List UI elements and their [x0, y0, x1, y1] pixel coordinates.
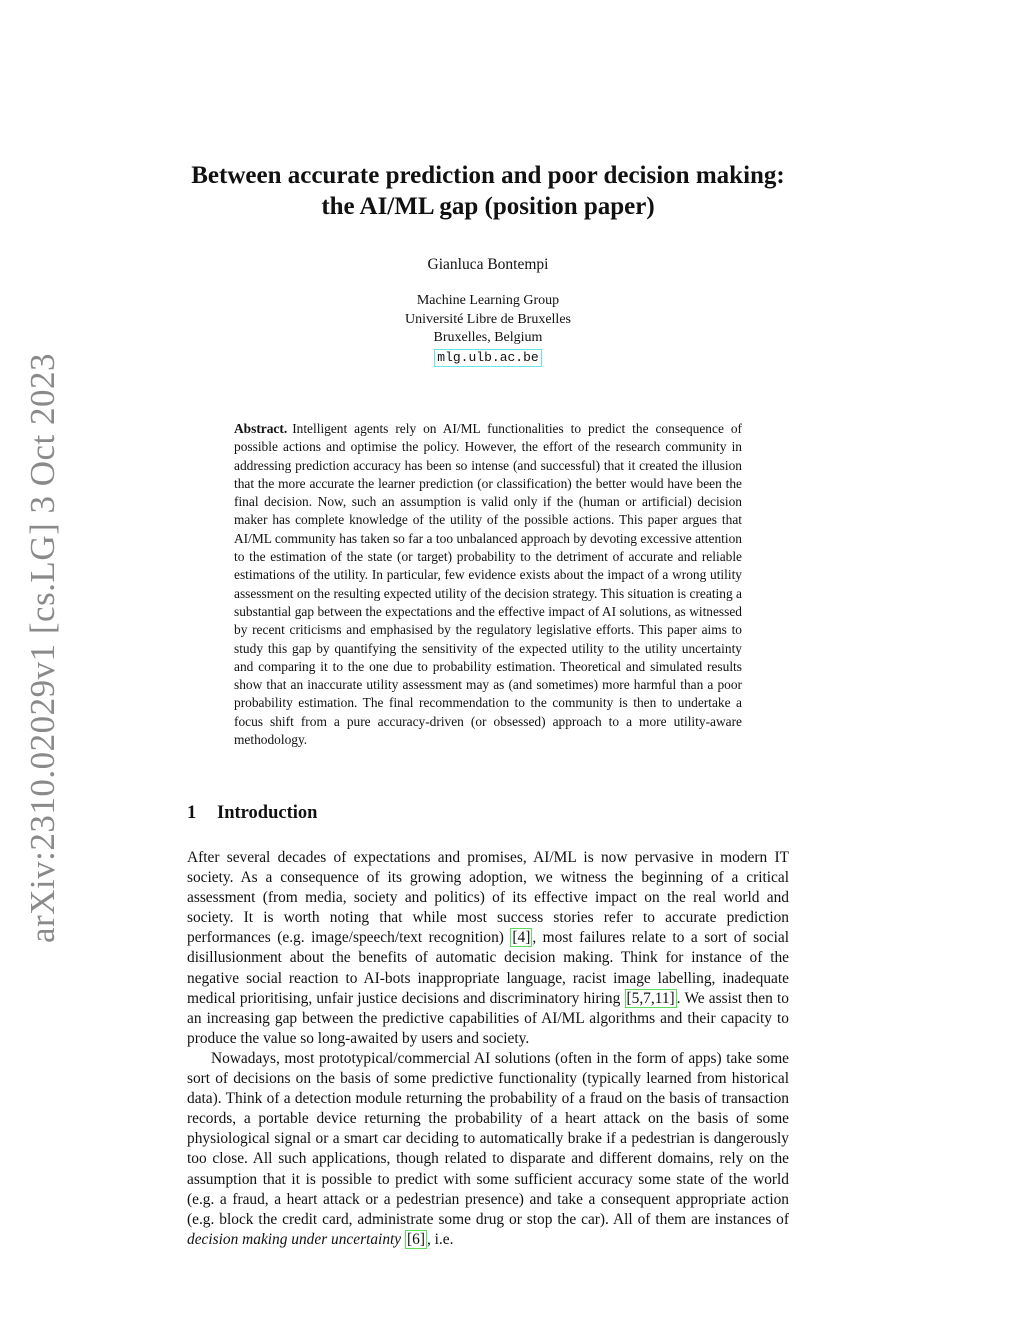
- title-line-2: the AI/ML gap (position paper): [321, 193, 655, 220]
- paragraph-1-text-c: . We assist then to an increasing gap between the predictive capabilities of AI/ML algorithms and their capacity to produce the value so long-awaited by users and society.: [187, 989, 789, 1047]
- citation-link[interactable]: [5,7,11]: [626, 989, 675, 1007]
- abstract: [234, 420, 742, 749]
- paragraph-1-text-b: , most failures relate to a sort of social disillusionment about the benefits of automatic decision making. Think for instance of the negative social reaction to AI-bots inappropriate language, racist image labelling, inadequate medical prioritising, unfair justice decisions and discriminatory hiring: [187, 929, 789, 1007]
- affiliation-location: Bruxelles, Belgium: [433, 330, 543, 345]
- affiliation-university: Université Libre de Bruxelles: [404, 311, 571, 327]
- abstract-label: Abstract.: [234, 421, 288, 436]
- affiliation-group: Machine Learning Group: [416, 293, 560, 308]
- affiliation-block: [187, 292, 789, 367]
- paragraph-2-text-c: , i.e.: [426, 1230, 454, 1248]
- arxiv-identifier: arXiv:2310.02029v1 [cs.LG] 3 Oct 2023: [23, 352, 62, 944]
- paper-title: [187, 160, 789, 222]
- citation-link[interactable]: [6]: [407, 1230, 425, 1248]
- paragraph-1-text-a: After several decades of expectations and promises, AI/ML is now pervasive in modern IT society. As a consequence of its growing adoption, we witness the beginning of a critical assessment (from media, society and politics) of its effective impact on the real world and society. It is worth noting that while most success stories refer to accurate prediction performances (e.g. image/speech/text recognition): [187, 849, 789, 947]
- paragraph-2-text-a: Nowadays, most prototypical/commercial AI solutions (often in the form of apps) take some sort of decisions on the basis of some predictive functionality (typically learned from historical data). Think of a detection module returning the probability of a fraud on the basis of transaction records, a portable device returning the probability of a heart attack on the basis of some physiological signal or a smart car deciding to automatically brake if a pedestrian is dangerously too close. All such applications, though related to disparate and different domains, rely on the assumption that it is possible to predict with some sufficient accuracy some state of the world (e.g. a fraud, a heart attack or a pedestrian presence) and take a consequent appropriate action (e.g. block the credit card, administrate some drug or stop the car). All of them are instances of: [187, 1049, 789, 1228]
- author-name: Gianluca Bontempi: [427, 256, 549, 273]
- affiliation-url-link[interactable]: mlg.ulb.ac.be: [434, 349, 541, 367]
- paragraph-1: [187, 848, 789, 1049]
- emphasis-term: decision making under uncertainty: [187, 1230, 402, 1248]
- section-title: Introduction: [217, 803, 318, 823]
- abstract-text: Intelligent agents rely on AI/ML functionalities to predict the consequence of possible actions and optimise the policy. However, the effort of the research community in addressing prediction accuracy has been so intense (and successful) that it created the illusion that the more accurate the learner prediction (or classification) the better would have been the final decision. Now, such an assumption is valid only if the (human or artificial) decision maker has complete knowledge of the utility of the possible actions. This paper argues that AI/ML community has taken so far a too unbalanced approach by devoting excessive attention to the estimation of the state (or target) probability to the detriment of accurate and reliable estimations of the utility. In particular, few evidence exists about the impact of a wrong utility assessment on the resulting expected utility of the decision strategy. This situation is creating a substantial gap between the expectations and the effective impact of AI solutions, as witnessed by recent criticisms and emphasised by the regulatory legislative efforts. This paper aims to study this gap by quantifying the sensitivity of the expected utility to the utility uncertainty and comparing it to the one due to probability estimation. Theoretical and simulated results show that an inaccurate utility assessment may as (and sometimes) more harmful than a poor probability estimation. The final recommendation to the community is then to undertake a focus shift from a pure accuracy-driven (or obsessed) approach to a more utility-aware methodology.: [234, 421, 742, 748]
- section-body: [187, 848, 789, 1250]
- section-heading: [187, 803, 317, 824]
- citation-link[interactable]: [4]: [512, 929, 531, 947]
- title-line-1: Between accurate prediction and poor decision making:: [191, 162, 785, 189]
- paragraph-2: [187, 1049, 789, 1250]
- section-number: 1: [187, 803, 197, 823]
